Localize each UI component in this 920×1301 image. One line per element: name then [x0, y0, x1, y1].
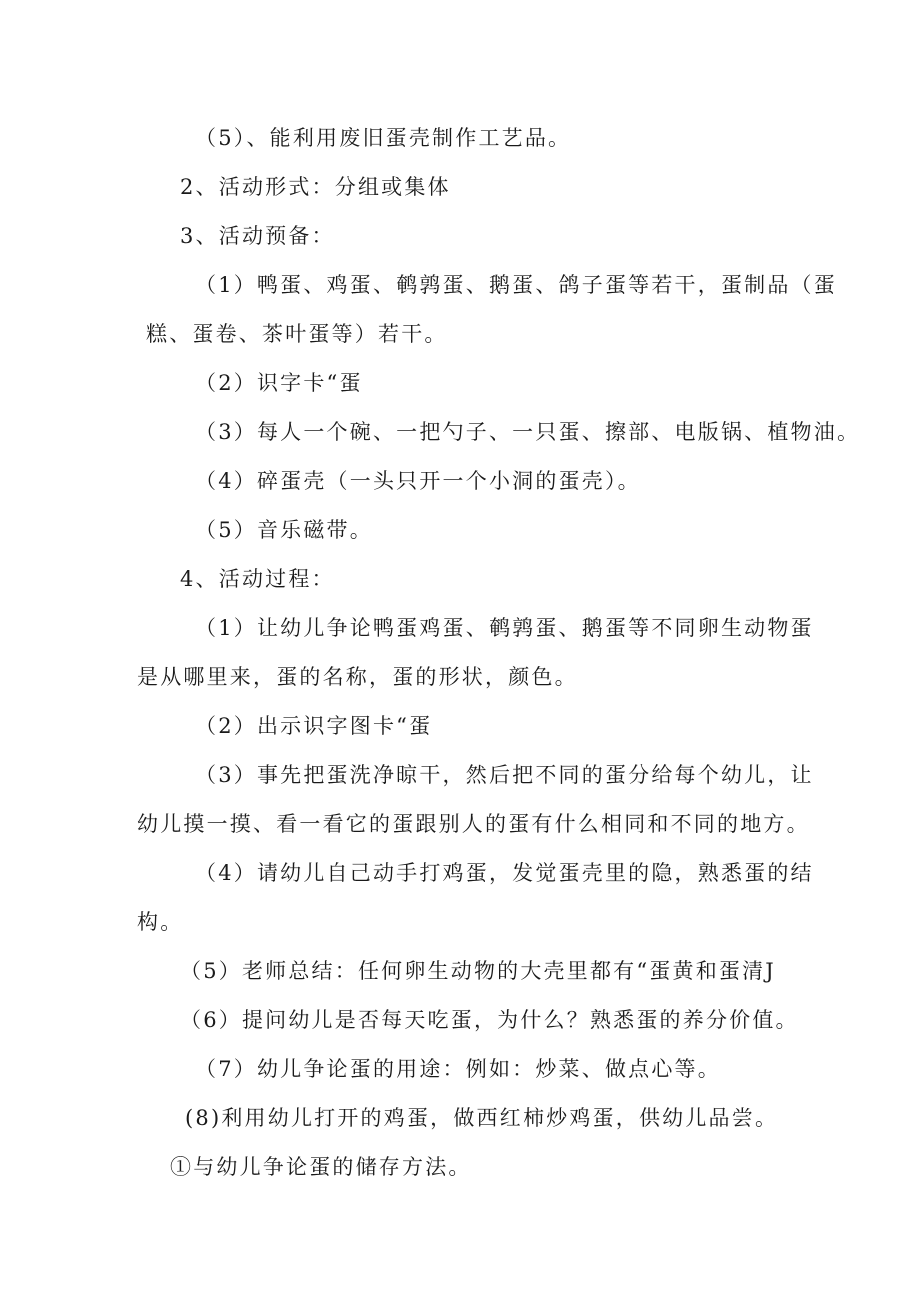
- text-line-prep-4: （4）碎蛋壳（一头只开一个小洞的蛋壳）。: [195, 469, 641, 493]
- text-line-process-7: （7）幼儿争论蛋的用途：例如：炒菜、做点心等。: [195, 1057, 721, 1081]
- text-line-prep-2: （2）识字卡“蛋: [195, 371, 363, 395]
- text-line-process-2: （2）出示识字图卡“蛋: [195, 714, 433, 738]
- text-line-activity-form: 2、活动形式：分组或集体: [180, 175, 451, 199]
- text-line-process-8-sub-1: ①与幼儿争论蛋的储存方法。: [170, 1155, 472, 1179]
- text-line-prep-1: （1）鸭蛋、鸡蛋、鹌鹑蛋、鹅蛋、鸽子蛋等若干，蛋制品（蛋: [195, 273, 837, 297]
- text-line-preparation-heading: 3、活动预备：: [180, 224, 335, 248]
- text-line-process-1-cont: 是从哪里来，蛋的名称，蛋的形状，颜色。: [137, 665, 578, 689]
- text-line-process-4-cont: 构。: [137, 910, 184, 934]
- text-line-process-4: （4）请幼儿自己动手打鸡蛋，发觉蛋壳里的隐，熟悉蛋的结: [195, 861, 814, 885]
- text-line-process-5: （5）老师总结：任何卵生动物的大壳里都有“蛋黄和蛋清J: [180, 959, 776, 983]
- text-line-process-heading: 4、活动过程：: [180, 567, 335, 591]
- text-line-prep-1-cont: 糕、蛋卷、茶叶蛋等）若干。: [146, 322, 448, 346]
- text-line-prep-3: （3）每人一个碗、一把勺子、一只蛋、擦部、电版锅、植物油。: [195, 420, 861, 444]
- text-line-materials-5: （5）、能利用废旧蛋壳制作工艺品。: [195, 126, 572, 150]
- text-line-process-1: （1）让幼儿争论鸭蛋鸡蛋、鹌鹑蛋、鹅蛋等不同卵生动物蛋: [195, 616, 814, 640]
- text-line-process-3: （3）事先把蛋洗净晾干，然后把不同的蛋分给每个幼儿，让: [195, 763, 814, 787]
- text-line-process-6: （6）提问幼儿是否每天吃蛋，为什么？熟悉蛋的养分价值。: [180, 1008, 799, 1032]
- text-line-prep-5: （5）音乐磁带。: [195, 518, 373, 542]
- text-line-process-8: (8)利用幼儿打开的鸡蛋，做西红柿炒鸡蛋，供幼儿品尝。: [185, 1106, 779, 1130]
- text-line-process-3-cont: 幼儿摸一摸、看一看它的蛋跟别人的蛋有什么相同和不同的地方。: [137, 812, 810, 836]
